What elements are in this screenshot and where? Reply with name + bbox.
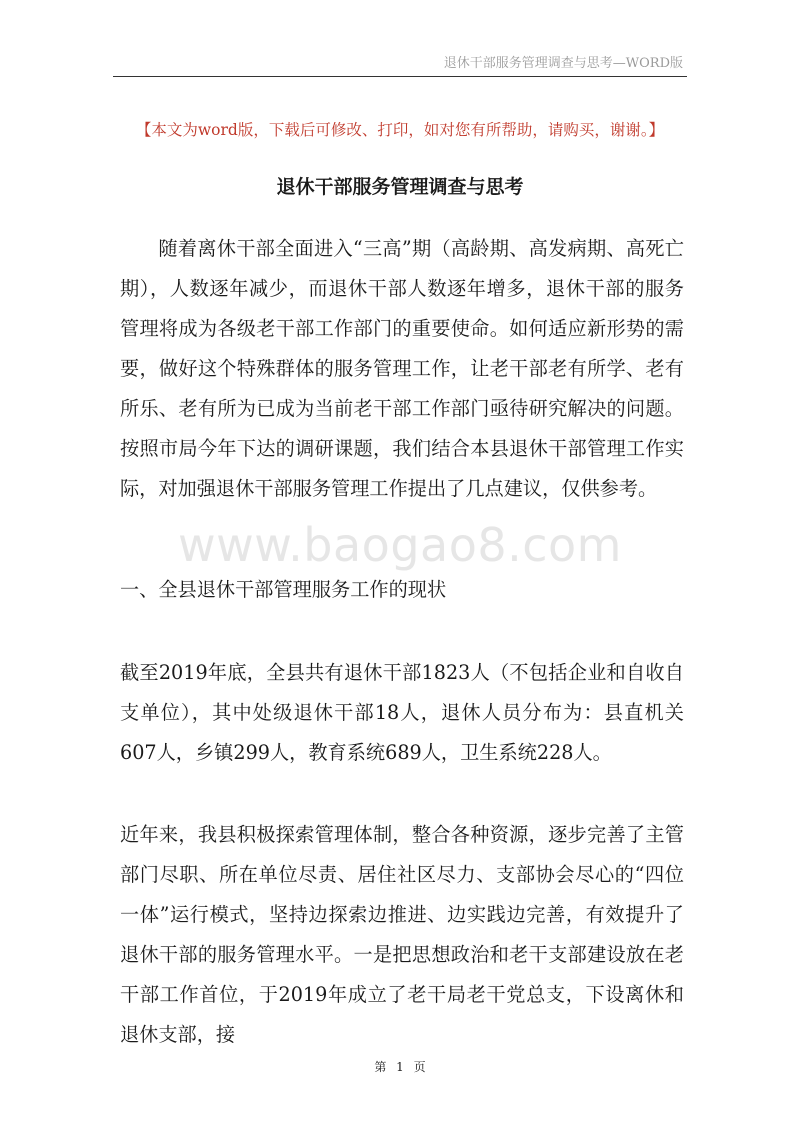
page-number: 1 [396,1060,404,1074]
site-watermark: www.baogao8.com [178,518,622,572]
paragraph-management-model: 近年来，我县积极探索管理体制，整合各种资源，逐步完善了主管部门尽职、所在单位尽责、居住社区尽力、支部协会尽心的“四位一体”运行模式，坚持边探索边推进、边实践边完善，有效提升了退休干部的服务管理水平。一是把思想政治和老干支部建设放在老干部工作首位，于2019年成立了老干局老干党总支，下设离休和退休支部，接 [120,823,684,1046]
document-title: 退休干部服务管理调查与思考 [276,176,524,198]
header-divider [113,76,687,77]
download-notice: 【本文为word版，下载后可修改、打印，如对您有所帮助，请购买，谢谢。】 [135,121,665,139]
running-header: 退休干部服务管理调查与思考—WORD版 [443,56,683,71]
page-footer [0,1058,800,1075]
section-heading-status: 一、全县退休干部管理服务工作的现状 [120,578,447,601]
footer-prefix: 第 [374,1060,387,1074]
paragraph-statistics: 截至2019年底，全县共有退休干部1823人（不包括企业和自收自支单位），其中处级退休干部18人，退休人员分布为：县直机关607人，乡镇299人，教育系统689人，卫生系统228人。 [120,661,684,764]
paragraph-intro: 随着离休干部全面进入“三高”期（高龄期、高发病期、高死亡期），人数逐年减少，而退休干部人数逐年增多，退休干部的服务管理将成为各级老干部工作部门的重要使命。如何适应新形势的需要，做好这个特殊群体的服务管理工作，让老干部老有所学、老有所乐、老有所为已成为当前老干部工作部门亟待研究解决的问题。按照市局今年下达的调研课题，我们结合本县退休干部管理工作实际，对加强退休干部服务管理工作提出了几点建议，仅供参考。 [120,237,684,500]
footer-suffix: 页 [413,1060,426,1074]
